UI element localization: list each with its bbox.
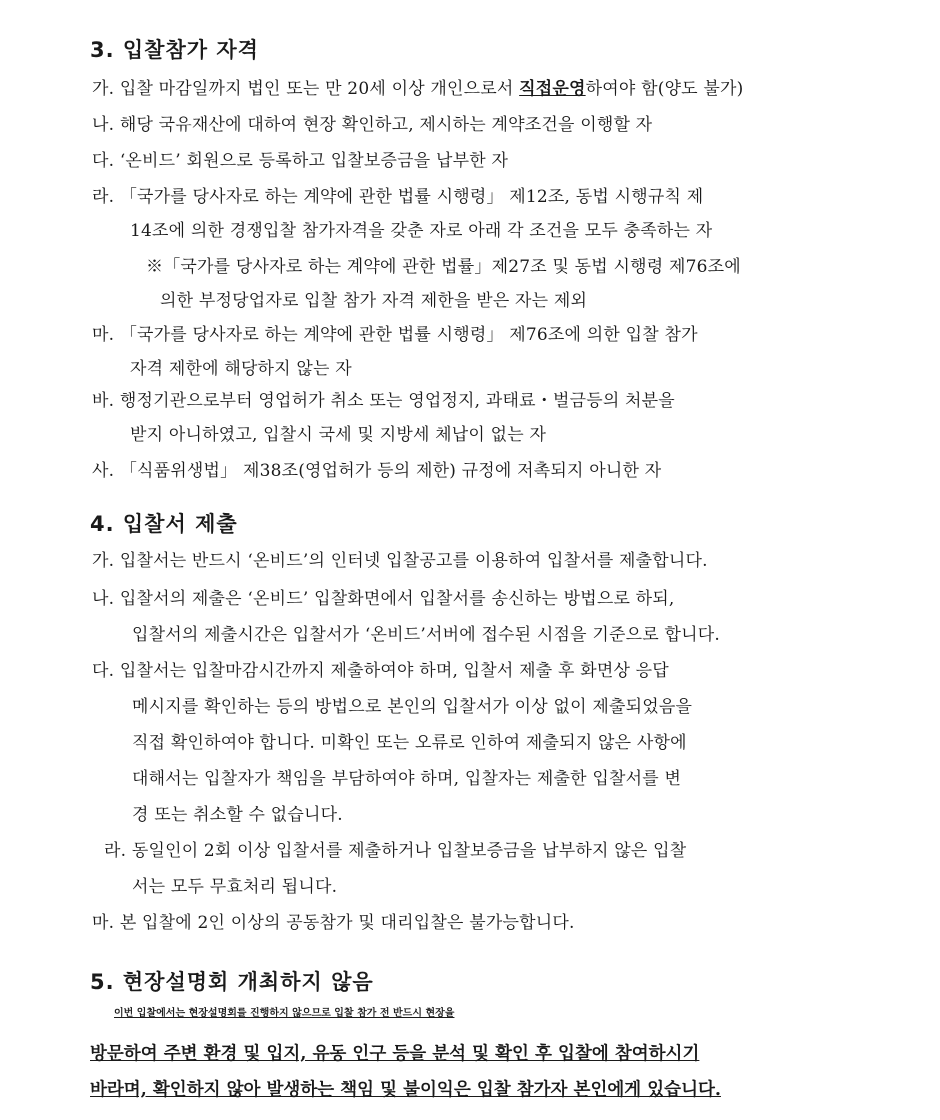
section5-notice-line3: 바라며, 확인하지 않아 발생하는 책임 및 불이익은 입찰 참가자 본인에게 있습니다. <box>90 1080 721 1100</box>
section3-item-ba-line1: 바. 행정기관으로부터 영업허가 취소 또는 영업정지, 과태료・벌금등의 처분을 <box>92 391 675 411</box>
section3-item-na: 나. 해당 국유재산에 대하여 현장 확인하고, 제시하는 계약조건을 이행할 자 <box>92 115 653 135</box>
section3-note-line1: ※「국가를 당사자로 하는 계약에 관한 법률」제27조 및 동법 시행령 제76조에 <box>146 257 741 277</box>
section3-item-ma-line2: 자격 제한에 해당하지 않는 자 <box>130 359 352 379</box>
section5-title: 5. 현장설명회 개최하지 않음 <box>90 970 374 994</box>
section4-item-ra-line2: 서는 모두 무효처리 됩니다. <box>132 877 338 897</box>
section4-title: 4. 입찰서 제출 <box>90 512 238 536</box>
section4-item-na-line2: 입찰서의 제출시간은 입찰서가 ‘온비드’서버에 접수된 시점을 기준으로 합니다. <box>132 625 720 645</box>
section4-item-da-line2: 메시지를 확인하는 등의 방법으로 본인의 입찰서가 이상 없이 제출되었음을 <box>132 697 693 717</box>
section4-item-ga: 가. 입찰서는 반드시 ‘온비드’의 인터넷 입찰공고를 이용하여 입찰서를 제출합니다. <box>92 551 708 571</box>
section5-notice-line1: 이번 입찰에서는 현장설명회를 진행하지 않으므로 입찰 참가 전 반드시 현장을 <box>114 1008 455 1019</box>
section4-item-ra-line1: 라. 동일인이 2회 이상 입찰서를 제출하거나 입찰보증금을 납부하지 않은 입찰 <box>104 841 687 861</box>
section3-item-ra-line1: 라. 「국가를 당사자로 하는 계약에 관한 법률 시행령」 제12조, 동법 시행규칙 제 <box>92 187 704 207</box>
section3-item-ra-line2: 14조에 의한 경쟁입찰 참가자격을 갖춘 자로 아래 각 조건을 모두 충족하는 자 <box>130 221 713 241</box>
section4-item-na-line1: 나. 입찰서의 제출은 ‘온비드’ 입찰화면에서 입찰서를 송신하는 방법으로 하되, <box>92 589 675 609</box>
section3-item-ba-line2: 받지 아니하였고, 입찰시 국세 및 지방세 체납이 없는 자 <box>130 425 547 445</box>
direct-operation-emphasis: 직접운영 <box>519 79 586 99</box>
section3-item-ga-pre: 가. 입찰 마감일까지 법인 또는 만 20세 이상 개인으로서 <box>92 79 520 99</box>
section3-item-sa: 사. 「식품위생법」 제38조(영업허가 등의 제한) 규정에 저촉되지 아니한 자 <box>92 461 662 481</box>
section4-item-da-line3: 직접 확인하여야 합니다. 미확인 또는 오류로 인하여 제출되지 않은 사항에 <box>132 733 687 753</box>
section3-item-ma-line1: 마. 「국가를 당사자로 하는 계약에 관한 법률 시행령」 제76조에 의한 입찰 참가 <box>92 325 698 345</box>
section4-item-da-line5: 경 또는 취소할 수 없습니다. <box>132 805 343 825</box>
section3-item-ga <box>92 74 744 99</box>
section5-notice-line2: 방문하여 주변 환경 및 입지, 유동 인구 등을 분석 및 확인 후 입찰에 참여하시기 <box>90 1044 700 1064</box>
section4-item-da-line4: 대해서는 입찰자가 책임을 부담하여야 하며, 입찰자는 제출한 입찰서를 변 <box>132 769 682 789</box>
section4-item-ma: 마. 본 입찰에 2인 이상의 공동참가 및 대리입찰은 불가능합니다. <box>92 913 575 933</box>
section3-note-line2: 의한 부정당업자로 입찰 참가 자격 제한을 받은 자는 제외 <box>160 291 588 311</box>
section3-item-da: 다. ‘온비드’ 회원으로 등록하고 입찰보증금을 납부한 자 <box>92 151 509 171</box>
section3-item-ga-post: 하여야 함(양도 불가) <box>585 79 744 99</box>
section4-item-da-line1: 다. 입찰서는 입찰마감시간까지 제출하여야 하며, 입찰서 제출 후 화면상 응답 <box>92 661 669 681</box>
section3-title: 3. 입찰참가 자격 <box>90 38 259 62</box>
